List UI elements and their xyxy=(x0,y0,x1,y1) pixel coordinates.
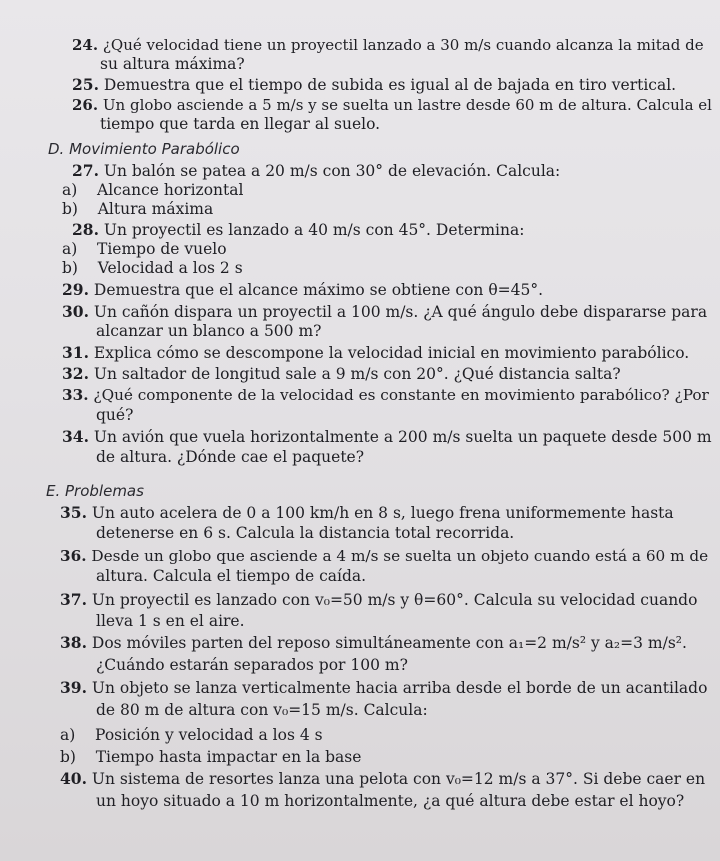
problem-24: 24. ¿Qué velocidad tiene un proyectil lanzado a 30 m/s cuando alcanza la mitad de xyxy=(72,36,704,54)
problem-26: 26. Un globo asciende a 5 m/s y se suelta un lastre desde 60 m de altura. Calcula el xyxy=(72,96,712,114)
problem-38: 38. Dos móviles parten del reposo simultáneamente con a₁=2 m/s² y a₂=3 m/s². xyxy=(60,633,687,652)
problem-40: 40. Un sistema de resortes lanza una pelota con v₀=12 m/s a 37°. Si debe caer en xyxy=(60,769,706,788)
problem-33-cont: qué? xyxy=(96,406,134,424)
problem-31: 31. Explica cómo se descompone la velocidad inicial en movimiento parabólico. xyxy=(62,343,690,362)
problem-38-cont: ¿Cuándo estarán separados por 100 m? xyxy=(96,656,408,674)
problem-32: 32. Un saltador de longitud sale a 9 m/s con 20°. ¿Qué distancia salta? xyxy=(62,364,621,383)
problem-34: 34. Un avión que vuela horizontalmente a 200 m/s suelta un paquete desde 500 m xyxy=(62,427,712,446)
problem-24-cont: su altura máxima? xyxy=(100,55,245,73)
problem-35: 35. Un auto acelera de 0 a 100 km/h en 8 s, luego frena uniformemente hasta xyxy=(60,503,674,522)
problem-27-b: b) Altura máxima xyxy=(62,200,214,218)
problem-25: 25. Demuestra que el tiempo de subida es igual al de bajada en tiro vertical. xyxy=(72,75,677,94)
problem-28-b: b) Velocidad a los 2 s xyxy=(62,259,243,277)
problem-33: 33. ¿Qué componente de la velocidad es constante en movimiento parabólico? ¿Por xyxy=(62,386,709,404)
problem-27-a: a) Alcance horizontal xyxy=(62,181,244,199)
problem-30: 30. Un cañón dispara un proyectil a 100 m/s. ¿A qué ángulo debe dispararse para xyxy=(62,302,708,321)
problem-39-cont: de 80 m de altura con v₀=15 m/s. Calcula: xyxy=(96,701,428,719)
problem-28: 28. Un proyectil es lanzado a 40 m/s con 45°. Determina: xyxy=(72,220,525,239)
section-heading-e: E. Problemas xyxy=(46,482,144,500)
section-heading-d: D. Movimiento Parabólico xyxy=(48,140,240,158)
problem-29: 29. Demuestra que el alcance máximo se obtiene con θ=45°. xyxy=(62,280,544,299)
problem-37: 37. Un proyectil es lanzado con v₀=50 m/s y θ=60°. Calcula su velocidad cuando xyxy=(60,590,698,609)
problem-27: 27. Un balón se patea a 20 m/s con 30° de elevación. Calcula: xyxy=(72,161,561,180)
problem-36: 36. Desde un globo que asciende a 4 m/s se suelta un objeto cuando está a 60 m de xyxy=(60,547,709,565)
problem-30-cont: alcanzar un blanco a 500 m? xyxy=(96,322,322,340)
problem-39-a: a) Posición y velocidad a los 4 s xyxy=(60,726,323,744)
problem-39-b: b) Tiempo hasta impactar en la base xyxy=(60,748,362,766)
problem-37-cont: lleva 1 s en el aire. xyxy=(96,612,245,630)
problem-36-cont: altura. Calcula el tiempo de caída. xyxy=(96,567,367,585)
problem-39: 39. Un objeto se lanza verticalmente hacia arriba desde el borde de un acantilado xyxy=(60,678,708,697)
problem-26-cont: tiempo que tarda en llegar al suelo. xyxy=(100,115,381,133)
problem-28-a: a) Tiempo de vuelo xyxy=(62,240,227,258)
problem-34-cont: de altura. ¿Dónde cae el paquete? xyxy=(96,448,365,466)
problem-35-cont: detenerse en 6 s. Calcula la distancia total recorrida. xyxy=(96,524,515,542)
problem-40-cont: un hoyo situado a 10 m horizontalmente, ¿a qué altura debe estar el hoyo? xyxy=(96,792,685,810)
